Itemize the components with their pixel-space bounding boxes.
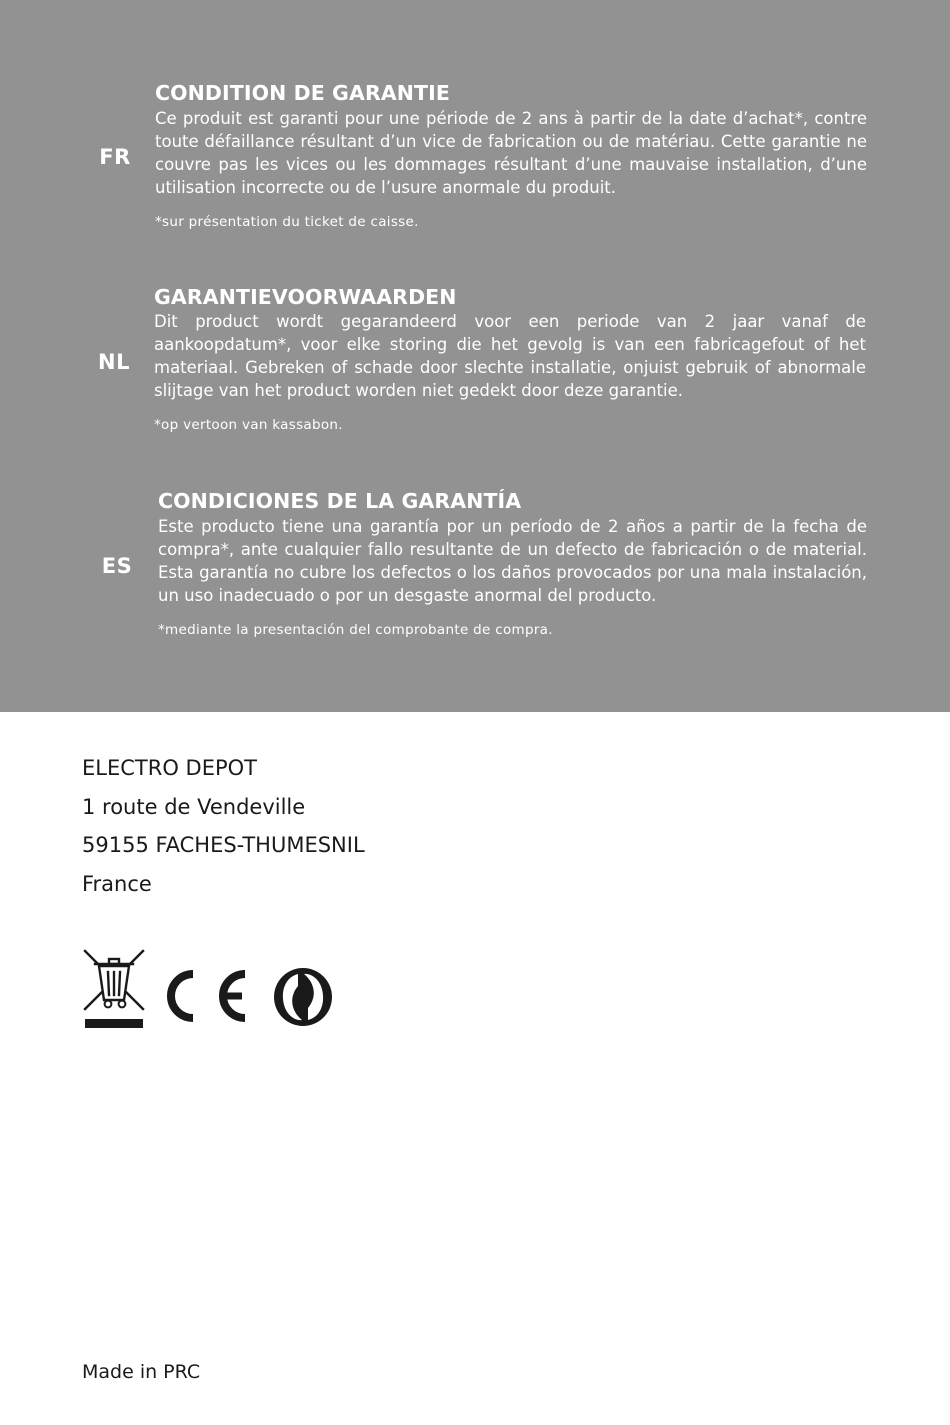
country: France xyxy=(82,871,152,896)
certification-logos xyxy=(82,948,342,1032)
language-code: FR xyxy=(99,145,131,169)
company-name: ELECTRO DEPOT xyxy=(82,756,257,780)
section-title: GARANTIEVOORWAARDEN xyxy=(154,285,457,309)
section-footnote: *sur présentation du ticket de caisse. xyxy=(155,214,419,230)
country-of-origin: Made in PRC xyxy=(82,1361,201,1383)
section-footnote: *op vertoon van kassabon. xyxy=(154,417,343,433)
ce-mark-icon xyxy=(166,968,252,1024)
language-code: ES xyxy=(101,554,133,578)
section-footnote: *mediante la presentación del comprobante de compra. xyxy=(158,622,553,638)
green-dot-icon xyxy=(272,966,334,1028)
postal-city: 59155 FACHES-THUMESNIL xyxy=(82,833,365,857)
street-address: 1 route de Vendeville xyxy=(82,794,306,819)
language-code: NL xyxy=(98,350,130,374)
manufacturer-address xyxy=(82,749,582,903)
section-body: Ce produit est garanti pour une période de 2 ans à partir de la date d’achat*, contre toute défaillance résultant d’un vice de fabrication ou de matériau. Cette garantie ne couvre pas les vices ou les dommages résultant d’une mauvaise installation, d’une utilisation incorrecte ou de l’usure anormale du produit. xyxy=(155,109,867,197)
section-title: CONDICIONES DE LA GARANTÍA xyxy=(158,489,522,513)
section-body: Dit product wordt gegarandeerd voor een periode van 2 jaar vanaf de aankoopdatum*, voor elke storing die het gevolg is van een fabricagefout of het materiaal. Gebreken of schade door slechte installatie, onjuist gebruik of abnormale slijtage van het product worden niet gedekt door deze garantie. xyxy=(154,312,866,400)
section-body: Este producto tiene una garantía por un período de 2 años a partir de la fecha de compra*, ante cualquier fallo resultante de un defecto de fabricación o de material. Esta garantía no cubre los defectos o los daños provocados por una mala instalación, un uso inadecuado o por un desgaste anormal del producto. xyxy=(158,517,867,605)
warranty-panel xyxy=(0,0,950,712)
section-title: CONDITION DE GARANTIE xyxy=(155,81,450,105)
weee-crossed-bin-icon xyxy=(82,948,146,1030)
